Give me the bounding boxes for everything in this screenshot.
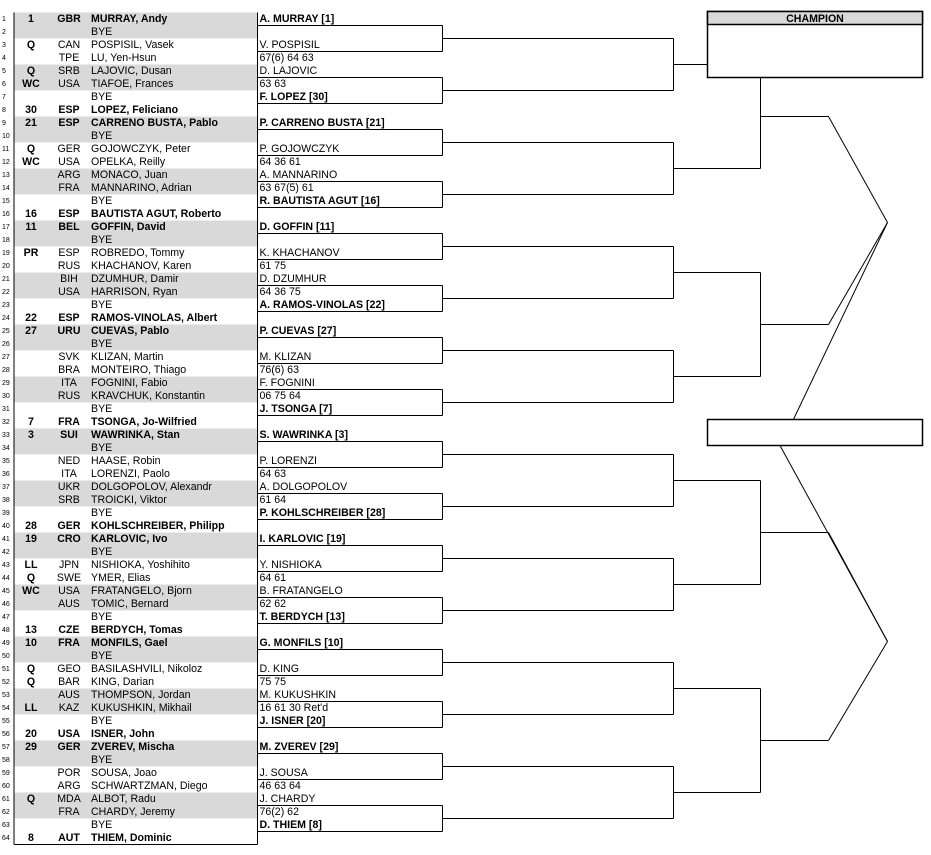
draw-line-number: 17 [2,224,10,231]
draw-line-number: 26 [2,341,10,348]
draw-line-number: 51 [2,666,10,673]
draw-line-number: 38 [2,497,10,504]
bye-entry: BYE [91,715,113,727]
player-country: AUS [58,689,80,701]
player-country: FRA [58,416,80,428]
player-country: USA [57,728,81,740]
draw-line-number: 14 [2,185,10,192]
round2-winner: F. FOGNINI [259,376,315,389]
player-country: ESP [58,247,80,259]
entry-status: Q [26,663,36,675]
draw-line-number: 46 [2,601,10,608]
draw-line-number: 27 [2,354,10,361]
round2-score: 62 62 [259,598,287,610]
player-country: AUS [58,598,80,610]
seed-number: 13 [25,624,37,636]
draw-line-number: 39 [2,510,10,517]
draw-line-number: 44 [2,575,10,582]
player-name: WAWRINKA, Stan [91,429,180,441]
round2-winner: D. KING [259,662,299,675]
draw-line-number: 41 [2,536,10,543]
seed-number: 10 [25,637,37,649]
draw-line-number: 8 [2,107,6,114]
bye-entry: BYE [91,650,113,662]
draw-line-number: 53 [2,692,10,699]
draw-line-number: 4 [2,55,6,62]
round2-winner: J. SOUSA [259,766,308,779]
seed-number: 21 [25,117,37,129]
player-name: BERDYCH, Tomas [91,624,183,636]
entry-status: WC [22,585,40,597]
player-name: CHARDY, Jeremy [91,806,175,818]
player-country: SRB [58,65,80,77]
player-name: THOMPSON, Jordan [91,689,191,701]
player-country: GEO [57,663,81,675]
player-name: MONACO, Juan [91,169,168,181]
draw-line-number: 16 [2,211,10,218]
seed-number: 8 [28,832,34,844]
draw-line-number: 29 [2,380,10,387]
player-name: KOHLSCHREIBER, Philipp [91,520,225,532]
bye-entry: BYE [91,130,113,142]
player-country: SUI [60,429,78,441]
player-name: GOJOWCZYK, Peter [91,143,191,155]
bye-entry: BYE [91,546,113,558]
player-country: CZE [58,624,80,636]
player-name: TOMIC, Bernard [91,598,169,610]
player-name: RAMOS-VINOLAS, Albert [91,312,218,324]
player-country: ESP [58,117,80,129]
seed-number: 1 [28,13,34,25]
draw-line-number: 62 [2,809,10,816]
player-name: ALBOT, Radu [91,793,156,805]
draw-line-number: 21 [2,276,10,283]
draw-line-number: 13 [2,172,10,179]
player-name: TSONGA, Jo-Wilfried [91,416,197,428]
player-name: SOUSA, Joao [91,767,157,779]
draw-line-number: 56 [2,731,10,738]
round2-winner: A. DOLGOPOLOV [259,480,348,493]
semifinal-diagonal [829,117,888,223]
bye-entry: BYE [91,611,113,623]
draw-line-number: 19 [2,250,10,257]
draw-line-number: 33 [2,432,10,439]
draw-line-number: 40 [2,523,10,530]
bye-entry: BYE [91,338,113,350]
draw-line-number: 6 [2,81,6,88]
player-country: SWE [56,572,82,584]
player-country: MDA [57,793,81,805]
draw-line-number: 23 [2,302,10,309]
round2-score: 06 75 64 [259,390,301,402]
round2-winner: P. KOHLSCHREIBER [28] [259,506,386,519]
draw-line-number: 28 [2,367,10,374]
player-country: URU [57,325,81,337]
round2-score: 61 64 [259,494,287,506]
draw-line-number: 54 [2,705,10,712]
semifinal-diagonal [829,642,888,741]
player-name: ROBREDO, Tommy [91,247,185,259]
bye-entry: BYE [91,507,113,519]
player-name: SCHWARTZMAN, Diego [91,780,208,792]
draw-line-number: 36 [2,471,10,478]
player-country: GER [57,143,81,155]
round2-score: 63 63 [259,78,287,90]
player-country: ESP [58,208,80,220]
seed-number: 16 [25,208,37,220]
entry-status: WC [22,78,40,90]
bye-entry: BYE [91,91,113,103]
entry-status: PR [23,247,39,259]
draw-line-number: 10 [2,133,10,140]
round2-winner: I. KARLOVIC [19] [259,532,346,545]
draw-line-number: 63 [2,822,10,829]
player-country: GBR [57,13,81,25]
round2-score: 16 61 30 Ret'd [259,702,329,714]
bye-entry: BYE [91,403,113,415]
entry-status: Q [26,676,36,688]
draw-line-number: 35 [2,458,10,465]
player-country: KAZ [58,702,80,714]
seed-number: 28 [25,520,37,532]
player-country: USA [58,156,80,168]
seed-number: 30 [25,104,37,116]
draw-line-number: 22 [2,289,10,296]
player-country: AUT [58,832,80,844]
seed-number: 7 [28,416,34,428]
round2-score: 67(6) 64 63 [259,52,314,64]
player-country: CRO [57,533,81,545]
bye-entry: BYE [91,819,113,831]
player-name: HARRISON, Ryan [91,286,178,298]
player-name: CUEVAS, Pablo [91,325,170,337]
round2-winner: K. KHACHANOV [259,246,340,259]
draw-line-number: 58 [2,757,10,764]
player-country: ESP [58,104,80,116]
player-country: RUS [57,260,81,272]
player-country: BEL [58,221,80,233]
round2-winner: P. GOJOWCZYK [259,142,340,155]
draw-line-number: 32 [2,419,10,426]
player-name: MONTEIRO, Thiago [91,364,187,376]
draw-line-number: 42 [2,549,10,556]
round2-score: 64 61 [259,572,287,584]
round2-score: 46 63 64 [259,780,301,792]
player-name: OPELKA, Reilly [91,156,166,168]
seed-number: 29 [25,741,37,753]
player-country: FRA [58,182,80,194]
round2-winner: T. BERDYCH [13] [259,610,345,623]
player-country: USA [58,286,80,298]
player-country: BRA [58,364,80,376]
player-country: BAR [58,676,80,688]
player-country: RUS [57,390,81,402]
player-name: TROICKI, Viktor [91,494,167,506]
player-country: SRB [58,494,80,506]
player-name: KLIZAN, Martin [91,351,164,363]
player-country: ARG [57,169,81,181]
player-name: LU, Yen-Hsun [91,52,157,64]
player-country: JPN [58,559,79,571]
semifinal-diagonal [829,223,888,325]
player-name: ISNER, John [91,728,155,740]
draw-line-number: 30 [2,393,10,400]
round2-winner: P. CARRENO BUSTA [21] [259,116,385,129]
player-name: DZUMHUR, Damir [91,273,179,285]
draw-line-number: 7 [2,94,6,101]
round2-winner: V. POSPISIL [259,38,320,51]
bye-entry: BYE [91,234,113,246]
player-country: USA [58,585,80,597]
round2-winner: D. LAJOVIC [259,64,318,77]
round2-winner: B. FRATANGELO [259,584,343,597]
draw-line-number: 52 [2,679,10,686]
champion-label: CHAMPION [786,12,844,25]
round2-winner: P. CUEVAS [27] [259,324,337,337]
player-name: LOPEZ, Feliciano [91,104,179,116]
round2-winner: F. LOPEZ [30] [259,90,328,103]
player-country: CAN [57,39,81,51]
player-country: ITA [61,468,77,480]
player-name: HAASE, Robin [91,455,161,467]
player-name: ZVEREV, Mischa [91,741,175,753]
draw-line-number: 31 [2,406,10,413]
bye-entry: BYE [91,299,113,311]
round2-score: 76(2) 62 [259,806,299,818]
round2-winner: D. GOFFIN [11] [259,220,335,233]
player-name: KRAVCHUK, Konstantin [91,390,206,402]
round2-score: 61 75 [259,260,287,272]
player-country: SVK [58,351,80,363]
round2-winner: D. DZUMHUR [259,272,327,285]
seed-number: 3 [28,429,34,441]
round2-winner: M. KLIZAN [259,350,312,363]
player-name: THIEM, Dominic [91,832,172,844]
draw-line-number: 60 [2,783,10,790]
bye-entry: BYE [91,195,113,207]
round2-winner: A. MANNARINO [259,168,338,181]
draw-line-number: 57 [2,744,10,751]
entry-status: Q [26,572,36,584]
entry-status: LL [24,702,38,714]
draw-line-number: 45 [2,588,10,595]
player-name: KUKUSHKIN, Mikhail [91,702,192,714]
player-name: MONFILS, Gael [91,637,168,649]
round2-winner: S. WAWRINKA [3] [259,428,348,441]
round2-score: 63 67(5) 61 [259,182,314,194]
player-name: LORENZI, Paolo [91,468,170,480]
round2-winner: D. THIEM [8] [259,818,322,831]
player-country: UKR [57,481,81,493]
player-name: FRATANGELO, Bjorn [91,585,192,597]
draw-line-number: 47 [2,614,10,621]
bye-entry: BYE [91,442,113,454]
player-name: POSPISIL, Vasek [91,39,174,51]
entry-status: Q [26,39,36,51]
draw-line-number: 59 [2,770,10,777]
player-name: MURRAY, Andy [91,13,168,25]
draw-line-number: 2 [2,29,6,36]
draw-line-number: 55 [2,718,10,725]
player-name: KARLOVIC, Ivo [91,533,168,545]
entry-status: WC [22,156,40,168]
player-country: TPE [58,52,80,64]
round2-winner: A. RAMOS-VINOLAS [22] [259,298,385,311]
draw-line-number: 61 [2,796,10,803]
round2-score: 64 36 61 [259,156,301,168]
player-country: USA [58,78,80,90]
player-country: FRA [58,806,80,818]
round2-score: 76(6) 63 [259,364,299,376]
draw-line-number: 12 [2,159,10,166]
draw-line-number: 3 [2,42,6,49]
seed-number: 19 [25,533,37,545]
entry-status: Q [26,143,36,155]
player-country: FRA [58,637,80,649]
player-country: BIH [60,273,78,285]
entry-status: LL [24,559,38,571]
final-diagonal [781,447,888,642]
seed-number: 27 [25,325,37,337]
round2-score: 64 63 [259,468,287,480]
player-name: TIAFOE, Frances [91,78,174,90]
bye-entry: BYE [91,26,113,38]
player-name: LAJOVIC, Dusan [91,65,172,77]
player-country: POR [57,767,81,779]
player-country: ITA [61,377,77,389]
round2-winner: G. MONFILS [10] [259,636,344,649]
draw-line-number: 20 [2,263,10,270]
player-name: KHACHANOV, Karen [91,260,192,272]
round2-winner: M. KUKUSHKIN [259,688,337,701]
entry-status: Q [26,793,36,805]
player-country: GER [57,741,81,753]
draw-line-number: 15 [2,198,10,205]
draw-line-number: 50 [2,653,10,660]
player-country: ESP [58,312,80,324]
draw-line-number: 37 [2,484,10,491]
player-country: GER [57,520,81,532]
draw-line-number: 43 [2,562,10,569]
round2-score: 75 75 [259,676,287,688]
draw-line-number: 25 [2,328,10,335]
seed-number: 11 [25,221,37,233]
round2-winner: J. CHARDY [259,792,316,805]
bye-entry: BYE [91,754,113,766]
player-name: FOGNINI, Fabio [91,377,168,389]
player-name: KING, Darian [91,676,154,688]
seed-number: 20 [25,728,37,740]
draw-line-number: 24 [2,315,10,322]
draw-line-number: 1 [2,16,6,23]
final-diagonal [781,223,888,447]
player-name: GOFFIN, David [91,221,166,233]
round2-winner: J. TSONGA [7] [259,402,333,415]
player-name: BAUTISTA AGUT, Roberto [91,208,222,220]
player-country: ARG [57,780,81,792]
player-name: CARRENO BUSTA, Pablo [91,117,218,129]
draw-line-number: 9 [2,120,6,127]
player-name: BASILASHVILI, Nikoloz [91,663,203,675]
draw-line-number: 49 [2,640,10,647]
player-country: NED [57,455,81,467]
draw-line-number: 18 [2,237,10,244]
draw-line-number: 34 [2,445,10,452]
round2-winner: A. MURRAY [1] [259,12,335,25]
draw-line-number: 5 [2,68,6,75]
player-name: MANNARINO, Adrian [91,182,192,194]
round2-score: 64 36 75 [259,286,301,298]
entry-status: Q [26,65,36,77]
player-name: DOLGOPOLOV, Alexandr [91,481,212,493]
draw-line-number: 64 [2,835,10,842]
final-box [708,420,923,446]
draw-line-number: 11 [2,146,10,153]
round2-winner: R. BAUTISTA AGUT [16] [259,194,380,207]
round2-winner: Y. NISHIOKA [259,558,322,571]
round2-winner: M. ZVEREV [29] [259,740,339,753]
player-name: YMER, Elias [91,572,151,584]
draw-line-number: 48 [2,627,10,634]
round2-winner: P. LORENZI [259,454,317,467]
seed-number: 22 [25,312,37,324]
player-name: NISHIOKA, Yoshihito [91,559,190,571]
round2-winner: J. ISNER [20] [259,714,326,727]
